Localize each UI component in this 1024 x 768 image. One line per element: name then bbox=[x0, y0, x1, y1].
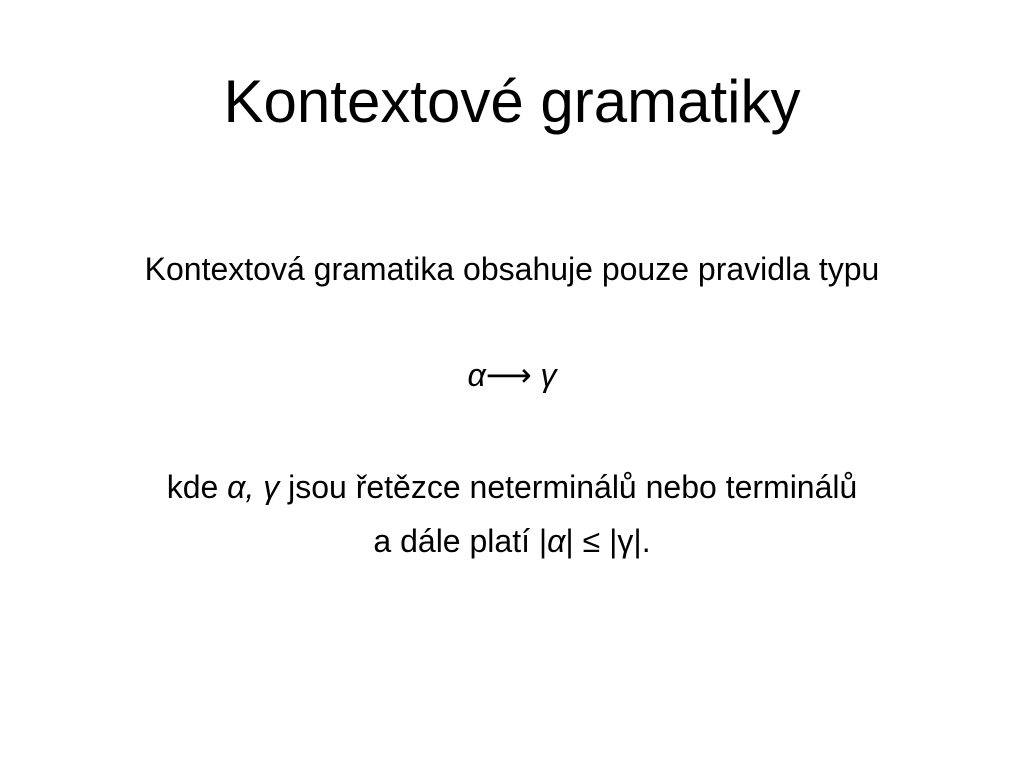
intro-text: Kontextová gramatika obsahuje pouze pravidla typu bbox=[144, 251, 880, 287]
slide-body bbox=[60, 246, 964, 568]
rule-description bbox=[60, 460, 964, 568]
description-text: jsou řetězce neterminálů nebo terminálů bbox=[288, 469, 858, 505]
description-vars: α, γ bbox=[227, 469, 280, 505]
description-prefix: kde bbox=[166, 469, 219, 505]
grammar-rule bbox=[60, 352, 964, 398]
condition-suffix: | ≤ |γ|. bbox=[565, 523, 651, 559]
condition-var: α bbox=[547, 523, 566, 559]
slide-title: Kontextové gramatiky bbox=[223, 68, 801, 135]
rule-lhs: α bbox=[467, 357, 486, 393]
rule-rhs: γ bbox=[540, 357, 557, 393]
rule-arrow: ⟶ bbox=[485, 357, 532, 393]
condition-prefix: a dále platí | bbox=[373, 523, 548, 559]
